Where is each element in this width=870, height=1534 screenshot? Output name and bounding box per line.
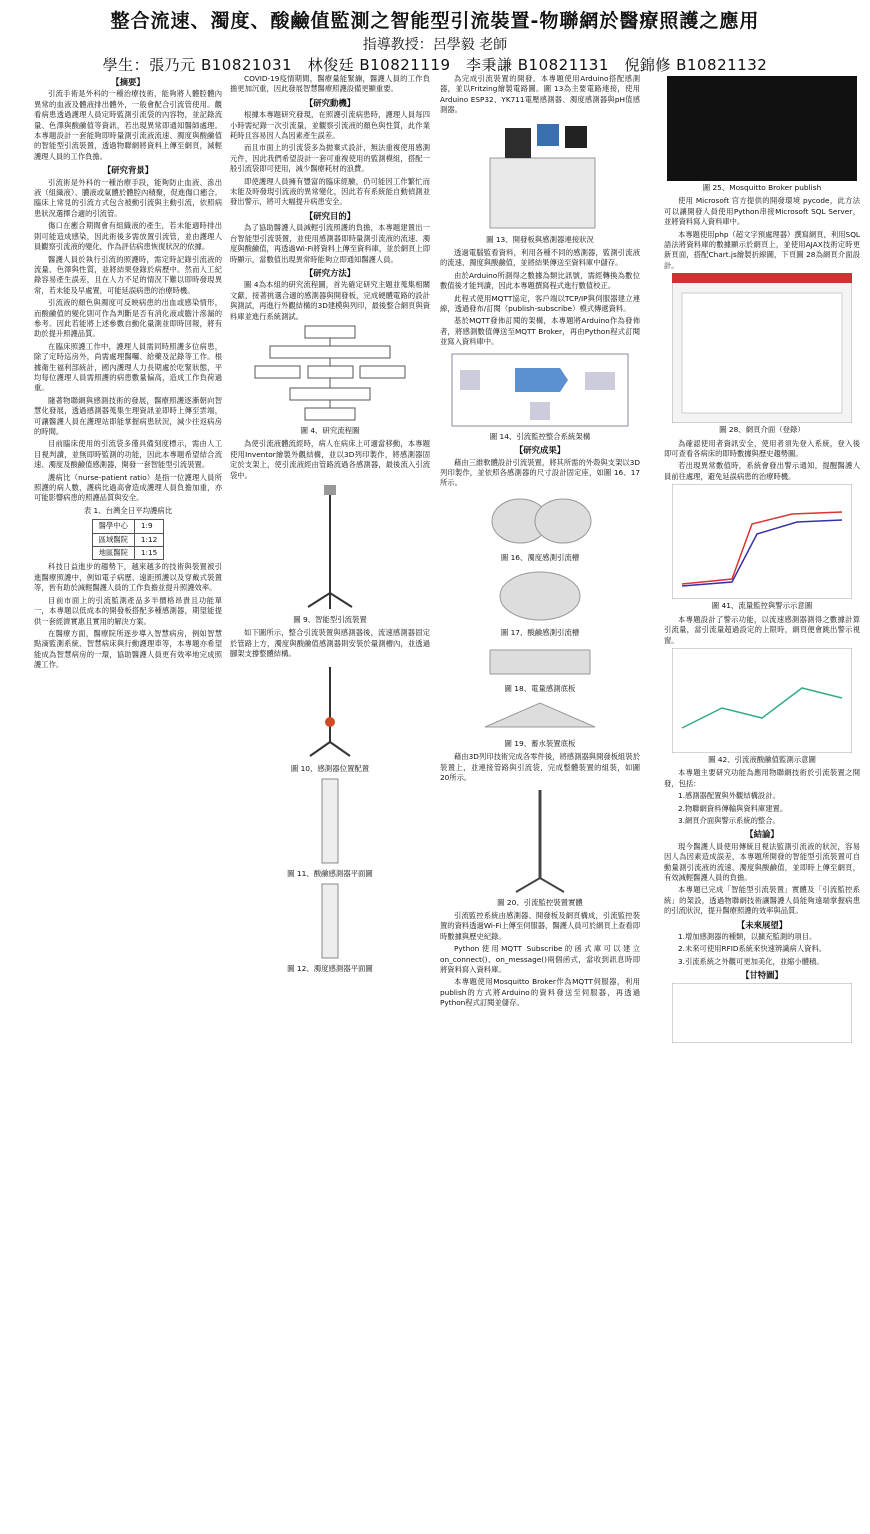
paragraph: 本專題設計了警示功能，以流速感測器測得之數據計算引流量，當引流量超過設定的上限時，網頁便會跳出警示視窗。 xyxy=(664,614,860,645)
figure-caption: 圖 10、感測器位置配置 xyxy=(290,763,370,773)
paragraph: 在臨床照護工作中，護理人員需同時照護多位病患，除了定時巡房外，尚需處理醫囑、給藥及記錄等工作。根據衛生福利部統計，國內護理人力長期處於吃緊狀態，平均每位護理人員需照護的病患數量偏高，造成工作負荷過重。 xyxy=(34,341,222,393)
table-cell: 區域醫院 xyxy=(92,533,134,546)
column-3 xyxy=(440,74,640,1532)
table-row xyxy=(92,533,164,546)
paragraph: 而且市面上的引流袋多為拋棄式設計，無法重複使用感測元件，因此我們希望設計一套可重複使用的監測模組，搭配一般引流袋即可使用，減少醫療耗材的浪費。 xyxy=(230,143,430,174)
turbidity-sensor-drawing xyxy=(310,882,350,962)
paragraph: 護病比（nurse-patient ratio）是指一位護理人員所照護的病人數，護病比過高會造成護理人員負擔加重，亦可能影響病患的照護品質與安全。 xyxy=(34,472,222,503)
paragraph: 如下圖所示，整合引流裝置與感測器後，流速感測器固定於管路上方，濁度與酸鹼值感測器則安裝於量測槽內，並透過腳架支撐整體結構。 xyxy=(230,628,430,659)
paragraph: 藉由三維軟體設計引流裝置，將其所需的外殼與支架以3D列印製作，並依照各感測器的尺寸設計固定座，如圖 16、17所示。 xyxy=(440,457,640,488)
figure-caption: 圖 16、濁度感測引流槽 xyxy=(500,552,580,562)
figure-caption: 圖 19、蓄水裝置底板 xyxy=(504,738,576,748)
nurse-ratio-table xyxy=(92,519,165,560)
paragraph: 目前市面上的引流監測產品多半價格昂貴且功能單一，本專題以低成本的開發板搭配多種感測器，期望能提供一套經濟實惠且實用的解決方案。 xyxy=(34,595,222,626)
paragraph: 本專題使用Mosquitto Broker作為MQTT伺服器，利用publish的方式將Arduino的資料發送至伺服器，再透過Python程式訂閱並儲存。 xyxy=(440,977,640,1008)
section-heading-gantt: 【甘特圖】 xyxy=(741,970,783,981)
paragraph: COVID-19疫情期間，醫療量能緊繃，醫護人員的工作負擔更加沉重，因此發展智慧醫療照護設備更顯重要。 xyxy=(230,74,430,94)
paragraph: 引流術是外科的一種治療手段，能夠防止血液、滲出液（組織液）、膿液或氣體於體腔內積聚，促進傷口癒合。臨床上常見的引流方式包含被動引流與主動引流，依照病患狀況選擇合適的引流管。 xyxy=(34,177,222,218)
column-1 xyxy=(34,74,222,1532)
ph-tank-model xyxy=(475,566,605,626)
paragraph: 本專題已完成「智能型引流裝置」實體及「引流監控系統」的架設，透過物聯網技術讓醫護人員能夠遠端掌握病患的引流狀況，提升醫療照護的效率與品質。 xyxy=(664,885,860,916)
paragraph: 本專題主要研究功能為應用物聯網技術於引流裝置之開發，包括： xyxy=(664,768,860,788)
paragraph: 圖 4為本組的研究流程圖，首先確定研究主題並蒐集相關文獻，接著挑選合適的感測器與開發板，完成硬體電路的設計與測試，再進行外觀結構的3D建模與列印，最後整合網頁與資料庫並進行系統測試。 xyxy=(230,280,430,321)
list-item: 2.物聯網資料傳輸與資料庫建置。 xyxy=(678,803,788,813)
list-item: 3.引流系統之外觀可更加美化，並縮小體積。 xyxy=(678,956,824,966)
device-entity-photo xyxy=(510,786,570,896)
column-4 xyxy=(664,74,860,1532)
paragraph: 使用 Microsoft 官方提供的開發環境 pycode，此方法可以讓開發人員使用Python串接Microsoft SQL Server，並將資料寫入資料庫中。 xyxy=(664,196,860,227)
paragraph: 科技日益進步的趨勢下，越來越多的技術與裝置被引進醫療照護中，例如電子病歷、遠距照護以及穿戴式裝置等，皆有助於減輕醫護人員的工作負擔並提升照護效率。 xyxy=(34,562,222,593)
ph-monitor-chart xyxy=(672,648,852,753)
figure-caption: 圖 41、流量監控與警示示意圖 xyxy=(711,601,813,611)
paragraph: 藉由3D列印技術完成各零件後，將感測器與開發板組裝於裝置上，並連接管路與引流袋，完成整體裝置的組裝，如圖 20所示。 xyxy=(440,752,640,783)
flow-alert-chart xyxy=(672,484,852,599)
paragraph: 此程式使用MQTT協定，客戶端以TCP/IP與伺服器建立連線，透過發布/訂閱（publish-subscribe）模式傳遞資料。 xyxy=(440,293,640,314)
list-item: 1.增加感測器的種類，以擴充監測的項目。 xyxy=(678,932,817,941)
paragraph: 現今醫護人員使用傳統目視法監測引流液的狀況，容易因人為因素造成誤差，本專題所開發的智能型引流裝置可自動量測引流液的流速、濁度與酸鹼值，並即時上傳至網頁，有效減輕醫護人員的負擔。 xyxy=(664,841,860,882)
paragraph: 引流監控系統由感測器、開發板及網頁構成，引流監控裝置的資料透過Wi-Fi上傳至伺服器，醫護人員可於網頁上查看即時數據與歷史紀錄。 xyxy=(440,910,640,941)
paragraph: 根據本專題研究發現，在照護引流病患時，護理人員每四小時需紀錄一次引流量，並觀察引流液的顏色與性質，此作業耗時且容易因人為因素產生誤差。 xyxy=(230,110,430,141)
list-item: 2.未來可使用RFID系統來快速辨識病人資料。 xyxy=(678,944,827,954)
figure-caption: 圖 9、智能型引流裝置 xyxy=(293,614,367,624)
table-cell: 1:9 xyxy=(134,520,163,533)
paragraph: 為使引流液體流經時，病人在病床上可適當移動，本專題使用Inventor繪製外觀結構，並以3D列印製作，將感測器固定於支架上，使引流液經由管路流過各感測器，最後流入引流袋中。 xyxy=(230,439,430,480)
section-heading-method: 【研究方法】 xyxy=(304,267,356,278)
paragraph: 隨著物聯網與感測技術的發展，醫療照護逐漸朝向智慧化發展，透過感測器蒐集生理資訊並即時上傳至雲端，可讓醫護人員在護理站即能掌握病患狀況，減少往返病房的時間。 xyxy=(34,395,222,436)
section-heading-conclusion: 【結論】 xyxy=(745,829,779,840)
section-heading-abstract: 【摘要】 xyxy=(111,77,145,87)
table-cell: 1:12 xyxy=(134,533,163,546)
paragraph: 本專題使用php（超文字預處理器）撰寫網頁，利用SQL語法將資料庫的數據顯示於網頁上，並使用AJAX技術定時更新頁面，搭配Chart.js繪製折線圖，下頁圖 28為網頁介面設計。 xyxy=(664,229,860,270)
paragraph: 若出現異常數值時，系統會發出警示通知，提醒醫護人員前往處理，避免延誤病患的治療時機。 xyxy=(664,461,860,481)
paragraph: 醫護人員於執行引流的照護時，需定時記錄引流液的流量、色澤與性質，並將結果登錄於病歷中。然而人工紀錄容易產生誤差，且在人力不足的情況下難以即時發現異常，若未能及早處置，可能延誤病患的治療時機。 xyxy=(34,254,222,295)
paragraph: 引流液的顏色與濁度可反映病患的出血或感染情形，而酸鹼值的變化則可作為判斷是否有消化液或膽汁滲漏的參考。因此若能將上述參數自動化量測並即時回報，將有助於提升照護品質。 xyxy=(34,298,222,339)
gantt-chart xyxy=(672,983,852,1043)
abstract-text: 引流手術是外科的一種治療技術，能夠將人體腔體內異常的血液及體液排出體外，一般會配合引流管使用。觀看病患透過護理人員定時監測引流袋的內容物，並記錄流量、色澤與酸鹼值等資訊，若出現異常即通知醫師處理。本專題設計一套能夠即時量測引流液流速、濁度與酸鹼值的智能型引流裝置，透過物聯網將資料上傳至網頁，減輕護理人員的工作負擔。 xyxy=(34,89,222,161)
paragraph: 在醫療方面，醫療院所逐步導入智慧病房，例如智慧點滴監測系統、智慧病床與行動護理車等，本專題亦希望能成為智慧病房的一環，協助醫護人員更有效率地完成照護工作。 xyxy=(34,628,222,670)
system-architecture-figure xyxy=(450,350,630,430)
sensor-position-photo xyxy=(300,662,360,762)
paragraph: 即使護理人員擁有豐富的臨床經驗，仍可能因工作繁忙而未能及時發現引流液的異常變化，因此若有系統能自動偵測並發出警示，將可大幅提升病患安全。 xyxy=(230,176,430,207)
figure-caption: 圖 11、酸鹼感測器平面圖 xyxy=(287,869,373,878)
poster-title: 整合流速、濁度、酸鹼值監測之智能型引流裝置-物聯網於醫療照護之應用 xyxy=(110,10,760,32)
paragraph: 為確認使用者資訊安全，使用者須先登入系統，登入後即可查看各病床的即時數據與歷史趨勢圖。 xyxy=(664,438,860,459)
table-cell: 醫學中心 xyxy=(92,520,134,533)
terminal-screenshot xyxy=(667,76,857,181)
turbidity-tank-model xyxy=(475,491,605,551)
paragraph: 由於Arduino所測得之數據為類比訊號，需經轉換為數位數值後才能判讀，因此本專題撰寫程式進行數值校正。 xyxy=(440,270,640,291)
section-heading-motivation: 【研究動機】 xyxy=(304,97,356,108)
table-row xyxy=(92,547,164,560)
table-cell: 1:15 xyxy=(134,547,163,560)
paragraph: 目前臨床使用的引流袋多僅具備刻度標示，需由人工目視判讀，並無即時監測的功能，因此本專題希望結合流速、濁度及酸鹼值感測器，開發一套智能型引流裝置。 xyxy=(34,439,222,470)
figure-caption: 圖 42、引流液酸鹼值監測示意圖 xyxy=(708,754,816,764)
power-base-model xyxy=(475,642,605,682)
section-heading-purpose: 【研究目的】 xyxy=(304,210,356,221)
figure-caption: 圖 4、研究流程圖 xyxy=(300,425,360,435)
students: 學生：張乃元 B10821031 林俊廷 B10821119 李秉謙 B10821131 倪錦修 B10821132 xyxy=(102,56,768,74)
device-photo xyxy=(300,483,360,613)
webpage-screenshot xyxy=(672,273,852,423)
figure-caption: 圖 28、網頁介面（登錄） xyxy=(719,425,805,435)
table-row xyxy=(92,520,164,533)
section-heading-outlook: 【未來展望】 xyxy=(736,919,788,930)
paragraph: 基於MQTT發佈訂閱的架構，本專題將Arduino作為發佈者，將感測數值傳送至MQTT Broker，再由Python程式訂閱並寫入資料庫中。 xyxy=(440,316,640,347)
figure-caption: 圖 25、Mosquitto Broker publish xyxy=(702,183,822,192)
section-heading-background: 【研究背景】 xyxy=(102,165,154,176)
figure-caption: 圖 17、酸鹼感測引流槽 xyxy=(500,628,580,638)
list-item: 1.感測器配置與外觀結構設計。 xyxy=(678,791,780,801)
advisor: 指導教授：呂學毅 老師 xyxy=(362,37,508,53)
figure-caption: 圖 13、開發板與感測器連接狀況 xyxy=(486,234,594,244)
paragraph: Python使用MQTT Subscribe的函式庫可以建立on_connect()、on_message()兩個函式，當收到訊息時即將資料寫入資料庫。 xyxy=(440,944,640,974)
figure-caption: 圖 12、濁度感測器平面圖 xyxy=(287,964,373,974)
paragraph: 傷口在癒合期間會有組織液的產生，若未能適時排出則可能造成感染，因此術後多需放置引流管，並由護理人員觀察引流液的變化，作為評估病患恢復狀況的依據。 xyxy=(34,221,222,252)
section-heading-results: 【研究成果】 xyxy=(514,445,566,456)
table-cell: 地區醫院 xyxy=(92,547,134,560)
paragraph: 透過電腦監看資料，利用各種不同的感測器，監測引流液的流速、濁度與酸鹼值，並將結果傳送至資料庫中儲存。 xyxy=(440,248,640,268)
figure-caption: 圖 18、電量感測底板 xyxy=(504,683,576,693)
figure-caption: 圖 20、引流監控裝置實體 xyxy=(497,897,583,907)
table-caption: 表 1、台灣全日平均護病比 xyxy=(83,505,173,515)
paragraph: 為完成引流裝置的開發，本專題使用Arduino搭配感測器，並以Fritzing繪製電路圖。圖 13為主要電路連接，使用Arduino ESP32、YK711電壓感測器、濁度感測器與pH值感測器。 xyxy=(440,74,640,115)
list-item: 3.網頁介面與警示系統的整合。 xyxy=(678,815,780,825)
flowchart-figure xyxy=(250,324,410,424)
figure-caption: 圖 14、引流監控整合系統架構 xyxy=(489,431,591,441)
water-base-model xyxy=(475,697,605,737)
ph-sensor-drawing xyxy=(310,777,350,867)
paragraph: 為了協助醫護人員減輕引流照護的負擔，本專題建置出一台智能型引流裝置，並使用感測器即時量測引流液的流速、濁度與酸鹼值，再透過Wi-Fi將資料上傳至資料庫，並於網頁上即時顯示，當數值出現異常時能夠立即通知醫護人員。 xyxy=(230,223,430,264)
circuit-figure xyxy=(475,118,605,233)
column-2 xyxy=(230,74,430,1532)
